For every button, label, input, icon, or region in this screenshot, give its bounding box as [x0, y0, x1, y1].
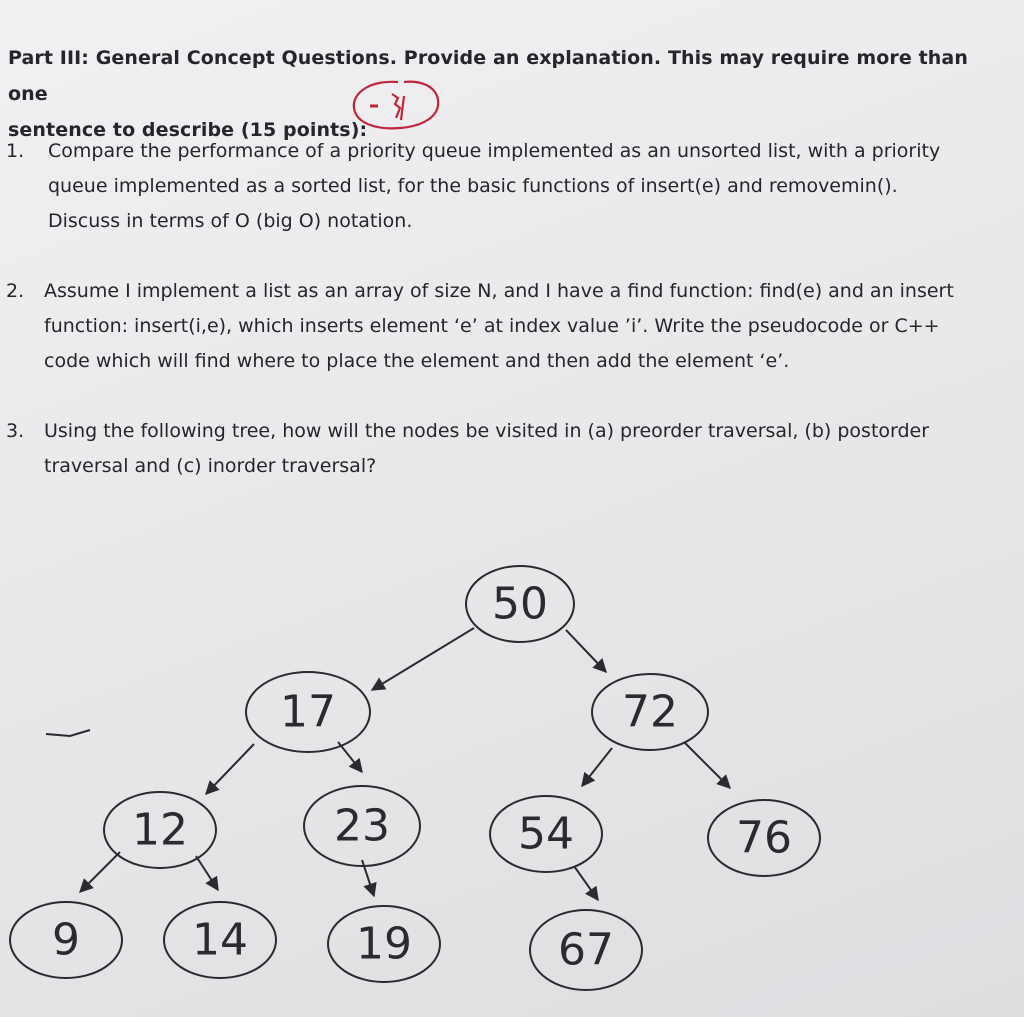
question-1-line: Discuss in terms of O (big O) notation. [48, 210, 413, 232]
edge-50-72 [566, 630, 606, 672]
tree-node-14 [164, 902, 276, 978]
question-2-number: 2. [6, 280, 25, 302]
tree-node-23 [304, 786, 420, 866]
question-3-text [44, 414, 1019, 484]
tree-node-72-label: 72 [622, 686, 678, 738]
binary-tree-diagram [0, 540, 1024, 1017]
question-1-number: 1. [6, 140, 25, 162]
edge-12-14 [196, 856, 218, 890]
tree-node-67 [530, 910, 642, 990]
question-1-line: queue implemented as a sorted list, for the basic functions of insert(e) and removemin(). [48, 175, 898, 197]
tree-node-12 [104, 792, 216, 868]
tree-node-54 [490, 796, 602, 872]
tree-node-50 [466, 566, 574, 642]
question-1-text [48, 134, 1023, 239]
pen-mark [46, 730, 90, 736]
question-2-text [44, 274, 1019, 379]
tree-node-19-label: 19 [356, 918, 412, 970]
tree-node-76 [708, 800, 820, 876]
tree-node-17-label: 17 [280, 686, 336, 738]
tree-node-67-label: 67 [558, 924, 614, 976]
question-3-line: Using the following tree, how will the nodes be visited in (a) preorder traversal, (b) postorder [44, 420, 930, 442]
red-grade-mark-icon [348, 76, 444, 132]
tree-node-72 [592, 674, 708, 750]
question-1-line: Compare the performance of a priority queue implemented as an unsorted list, with a priority [48, 140, 941, 162]
section-heading [8, 40, 1008, 148]
tree-node-50-label: 50 [492, 578, 548, 630]
question-2-line: Assume I implement a list as an array of size N, and I have a find function: find(e) and an insert [44, 280, 954, 302]
tree-node-54-label: 54 [518, 808, 574, 860]
tree-node-12-label: 12 [132, 804, 188, 856]
tree-node-9-label: 9 [52, 914, 80, 966]
question-3-line: traversal and (c) inorder traversal? [44, 455, 377, 477]
tree-node-9 [10, 902, 122, 978]
edge-17-12 [206, 744, 254, 794]
tree-node-17 [246, 672, 370, 752]
edge-50-17 [372, 628, 474, 690]
tree-node-76-label: 76 [736, 812, 792, 864]
question-3-number: 3. [6, 420, 25, 442]
edge-72-54 [582, 748, 612, 786]
question-2-line: code which will find where to place the element and then add the element ‘e’. [44, 350, 790, 372]
section-heading-line-1: Part III: General Concept Questions. Provide an explanation. This may require more than one [8, 47, 968, 105]
tree-node-14-label: 14 [192, 914, 248, 966]
question-2-line: function: insert(i,e), which inserts element ‘e’ at index value ’i’. Write the pseudocode or C++ [44, 315, 940, 337]
section-heading-line-2: sentence to describe (15 points): [8, 119, 368, 141]
tree-node-19 [328, 906, 440, 982]
tree-node-23-label: 23 [334, 800, 390, 852]
edge-54-67 [574, 866, 598, 900]
edge-72-76 [684, 742, 730, 788]
edge-12-9 [80, 852, 120, 892]
